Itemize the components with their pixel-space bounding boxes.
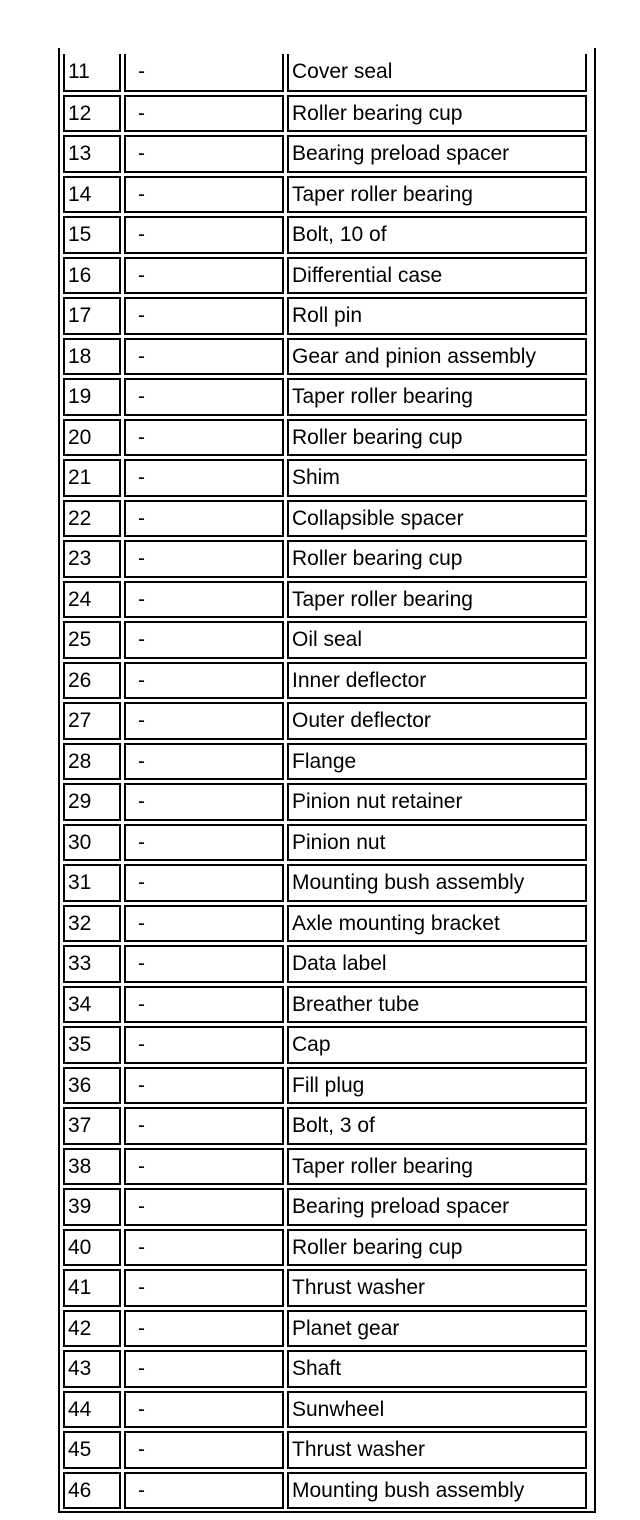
table-row — [63, 54, 587, 92]
part-description-cell: Roll pin — [287, 297, 587, 335]
part-description-cell: Roller bearing cup — [287, 95, 587, 133]
part-number-cell: 45 — [63, 1431, 121, 1469]
dash-cell: - — [124, 702, 284, 740]
dash-cell: - — [124, 905, 284, 943]
part-number-cell: 35 — [63, 1026, 121, 1064]
table-row — [63, 540, 587, 578]
part-description-cell: Breather tube — [287, 986, 587, 1024]
dash-cell: - — [124, 1148, 284, 1186]
dash-cell: - — [124, 95, 284, 133]
part-description-cell: Collapsible spacer — [287, 500, 587, 538]
part-number-cell: 12 — [63, 95, 121, 133]
parts-table-frame — [58, 48, 596, 1513]
table-row — [63, 621, 587, 659]
table-row — [63, 824, 587, 862]
table-row — [63, 1350, 587, 1388]
part-description-cell: Bearing preload spacer — [287, 135, 587, 173]
part-description-cell: Taper roller bearing — [287, 581, 587, 619]
table-row — [63, 1391, 587, 1429]
part-description-cell: Axle mounting bracket — [287, 905, 587, 943]
part-number-cell: 26 — [63, 662, 121, 700]
part-number-cell: 34 — [63, 986, 121, 1024]
part-number-cell: 44 — [63, 1391, 121, 1429]
part-description-cell: Bolt, 3 of — [287, 1107, 587, 1145]
part-number-cell: 39 — [63, 1188, 121, 1226]
dash-cell: - — [124, 378, 284, 416]
part-description-cell: Mounting bush assembly — [287, 864, 587, 902]
table-row — [63, 1269, 587, 1307]
dash-cell: - — [124, 338, 284, 376]
dash-cell: - — [124, 135, 284, 173]
dash-cell: - — [124, 216, 284, 254]
part-description-cell: Sunwheel — [287, 1391, 587, 1429]
dash-cell: - — [124, 945, 284, 983]
table-row — [63, 864, 587, 902]
part-number-cell: 31 — [63, 864, 121, 902]
dash-cell: - — [124, 1229, 284, 1267]
part-number-cell: 25 — [63, 621, 121, 659]
part-number-cell: 22 — [63, 500, 121, 538]
part-number-cell: 19 — [63, 378, 121, 416]
dash-cell: - — [124, 662, 284, 700]
part-number-cell: 37 — [63, 1107, 121, 1145]
dash-cell: - — [124, 1107, 284, 1145]
dash-cell: - — [124, 500, 284, 538]
dash-cell: - — [124, 1310, 284, 1348]
dash-cell: - — [124, 824, 284, 862]
dash-cell: - — [124, 54, 284, 92]
table-row — [63, 1148, 587, 1186]
part-description-cell: Shaft — [287, 1350, 587, 1388]
part-description-cell: Pinion nut — [287, 824, 587, 862]
table-row — [63, 1188, 587, 1226]
part-number-cell: 43 — [63, 1350, 121, 1388]
table-row — [63, 581, 587, 619]
part-description-cell: Gear and pinion assembly — [287, 338, 587, 376]
part-number-cell: 27 — [63, 702, 121, 740]
part-description-cell: Roller bearing cup — [287, 1229, 587, 1267]
dash-cell: - — [124, 1026, 284, 1064]
dash-cell: - — [124, 459, 284, 497]
part-description-cell: Outer deflector — [287, 702, 587, 740]
part-description-cell: Mounting bush assembly — [287, 1472, 587, 1510]
part-description-cell: Planet gear — [287, 1310, 587, 1348]
part-description-cell: Data label — [287, 945, 587, 983]
dash-cell: - — [124, 743, 284, 781]
table-row — [63, 95, 587, 133]
part-description-cell: Inner deflector — [287, 662, 587, 700]
part-number-cell: 13 — [63, 135, 121, 173]
table-row — [63, 1229, 587, 1267]
part-description-cell: Differential case — [287, 257, 587, 295]
dash-cell: - — [124, 783, 284, 821]
part-description-cell: Oil seal — [287, 621, 587, 659]
part-number-cell: 32 — [63, 905, 121, 943]
part-number-cell: 46 — [63, 1472, 121, 1510]
dash-cell: - — [124, 581, 284, 619]
table-row — [63, 500, 587, 538]
dash-cell: - — [124, 176, 284, 214]
dash-cell: - — [124, 419, 284, 457]
part-description-cell: Thrust washer — [287, 1269, 587, 1307]
part-description-cell: Roller bearing cup — [287, 540, 587, 578]
table-row — [63, 1026, 587, 1064]
dash-cell: - — [124, 297, 284, 335]
table-row — [63, 1310, 587, 1348]
part-number-cell: 33 — [63, 945, 121, 983]
table-row — [63, 783, 587, 821]
dash-cell: - — [124, 1391, 284, 1429]
dash-cell: - — [124, 1188, 284, 1226]
dash-cell: - — [124, 257, 284, 295]
parts-table-body — [63, 54, 587, 1509]
part-number-cell: 23 — [63, 540, 121, 578]
part-description-cell: Roller bearing cup — [287, 419, 587, 457]
dash-cell: - — [124, 986, 284, 1024]
part-description-cell: Taper roller bearing — [287, 1148, 587, 1186]
dash-cell: - — [124, 1431, 284, 1469]
part-description-cell: Thrust washer — [287, 1431, 587, 1469]
table-row — [63, 1431, 587, 1469]
part-number-cell: 30 — [63, 824, 121, 862]
part-description-cell: Fill plug — [287, 1067, 587, 1105]
table-row — [63, 459, 587, 497]
part-number-cell: 28 — [63, 743, 121, 781]
table-row — [63, 743, 587, 781]
dash-cell: - — [124, 1067, 284, 1105]
part-number-cell: 36 — [63, 1067, 121, 1105]
part-description-cell: Bearing preload spacer — [287, 1188, 587, 1226]
part-number-cell: 40 — [63, 1229, 121, 1267]
part-number-cell: 20 — [63, 419, 121, 457]
part-number-cell: 41 — [63, 1269, 121, 1307]
part-number-cell: 17 — [63, 297, 121, 335]
table-row — [63, 216, 587, 254]
part-number-cell: 11 — [63, 54, 121, 92]
part-description-cell: Flange — [287, 743, 587, 781]
table-row — [63, 905, 587, 943]
part-number-cell: 24 — [63, 581, 121, 619]
dash-cell: - — [124, 864, 284, 902]
part-number-cell: 42 — [63, 1310, 121, 1348]
part-description-cell: Cap — [287, 1026, 587, 1064]
table-row — [63, 297, 587, 335]
part-description-cell: Taper roller bearing — [287, 176, 587, 214]
part-number-cell: 18 — [63, 338, 121, 376]
part-description-cell: Taper roller bearing — [287, 378, 587, 416]
part-number-cell: 16 — [63, 257, 121, 295]
table-row — [63, 419, 587, 457]
table-row — [63, 378, 587, 416]
part-description-cell: Pinion nut retainer — [287, 783, 587, 821]
table-row — [63, 702, 587, 740]
table-row — [63, 135, 587, 173]
table-row — [63, 257, 587, 295]
parts-table — [60, 51, 590, 1512]
dash-cell: - — [124, 540, 284, 578]
part-description-cell: Shim — [287, 459, 587, 497]
part-number-cell: 29 — [63, 783, 121, 821]
table-row — [63, 176, 587, 214]
table-row — [63, 1107, 587, 1145]
part-description-cell: Cover seal — [287, 54, 587, 92]
part-number-cell: 14 — [63, 176, 121, 214]
table-row — [63, 1067, 587, 1105]
part-number-cell: 15 — [63, 216, 121, 254]
part-description-cell: Bolt, 10 of — [287, 216, 587, 254]
part-number-cell: 21 — [63, 459, 121, 497]
table-row — [63, 1472, 587, 1510]
dash-cell: - — [124, 1472, 284, 1510]
dash-cell: - — [124, 621, 284, 659]
table-row — [63, 986, 587, 1024]
dash-cell: - — [124, 1269, 284, 1307]
table-row — [63, 338, 587, 376]
table-row — [63, 662, 587, 700]
table-row — [63, 945, 587, 983]
part-number-cell: 38 — [63, 1148, 121, 1186]
dash-cell: - — [124, 1350, 284, 1388]
